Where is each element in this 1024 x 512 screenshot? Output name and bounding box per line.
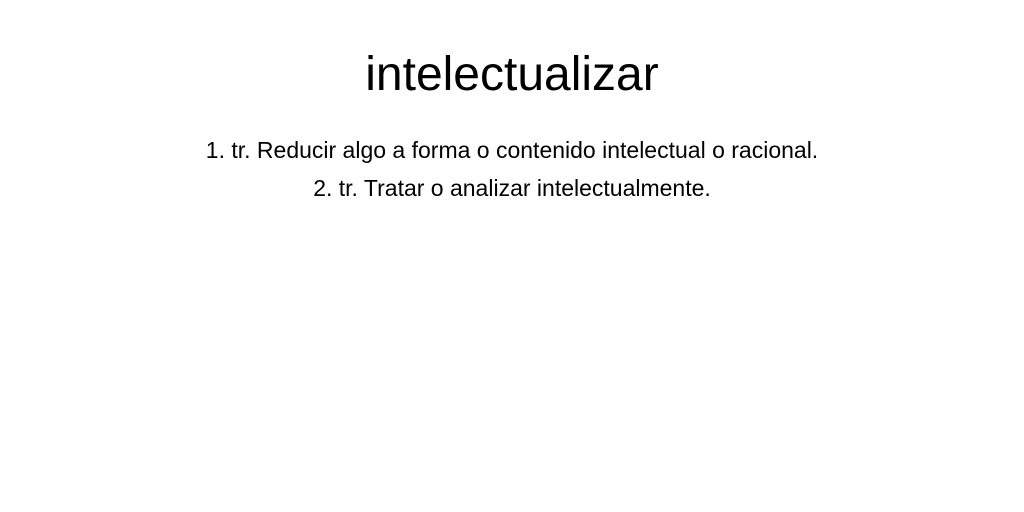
definition-2: 2. tr. Tratar o analizar intelectualmente. — [313, 175, 711, 201]
entry-term: intelectualizar — [365, 48, 659, 101]
definitions-list — [0, 131, 1024, 207]
definition-1: 1. tr. Reducir algo a forma o contenido intelectual o racional. — [205, 137, 819, 163]
